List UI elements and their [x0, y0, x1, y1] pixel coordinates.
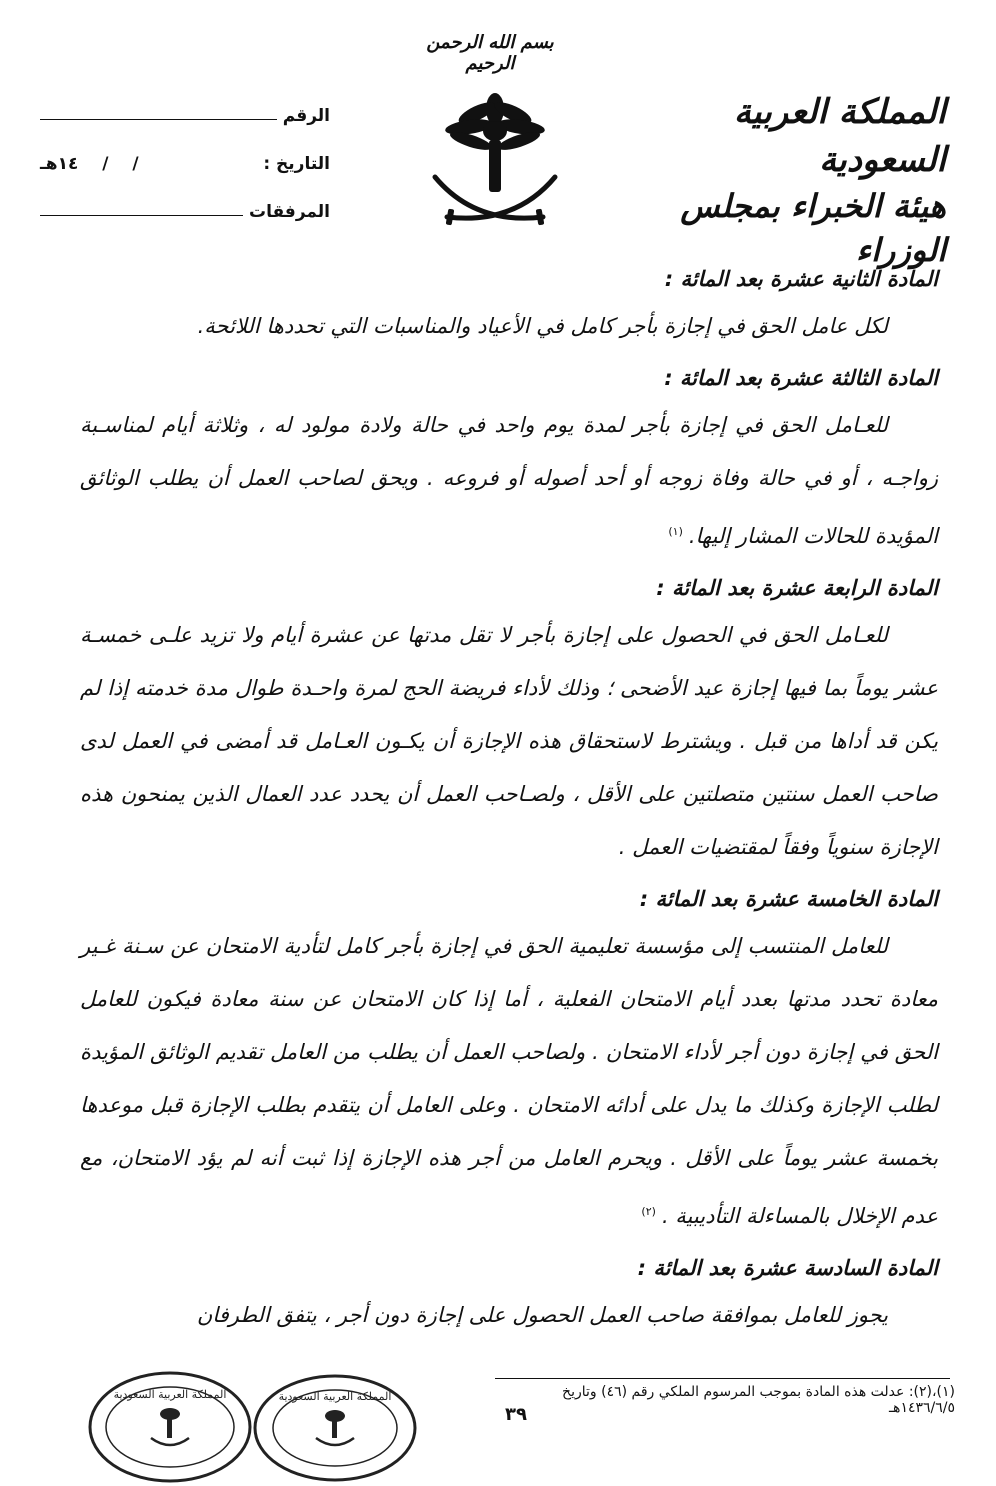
article-text-body: للعـامل الحق في إجازة بأجر لمدة يوم واحد في حالة ولادة مولود له ، وثلاثة أيام لمناسـبة زواجـه ، أو في حالة وفاة زوجه أو أحد أصوله أو فروعه . ويحق لصاحب العمل أن يطلب الوثائق المؤيدة للحالات المشار إليها. — [80, 413, 938, 548]
org-line-2: هيئة الخبراء بمجلس الوزراء — [680, 187, 946, 269]
footnote: (١)،(٢): عدلت هذه المادة بموجب المرسوم الملكي رقم (٤٦) وتاريخ ١٤٣٦/٦/٥هـ — [562, 1384, 955, 1416]
article-text-body: للعامل المنتسب إلى مؤسسة تعليمية الحق في إجازة بأجر كامل لتأدية الامتحان عن سـنة غـير معادة تحدد مدتها بعدد أيام الامتحان الفعلية ، أما إذا كان الامتحان عن سنة معادة فيكون للعامل الحق في إجازة دون أجر لأداء الامتحان . ولصاحب العمل أن يطلب من العامل تقديم الوثائق المؤيدة لطلب الإجازة وكذلك ما يدل على أدائه الامتحان . وعلى العامل أن يتقدم بطلب الإجازة قبل موعدها بخمسة عشر يوماً على الأقل . ويحرم العامل من أجر هذه الإجازة إذا ثبت أنه لم يؤد الامتحان، مع عدم الإخلال بالمساءلة التأديبية . — [80, 934, 938, 1228]
footnote-divider — [495, 1378, 950, 1379]
official-stamp-icon — [85, 1368, 255, 1486]
article-heading: المادة الرابعة عشرة بعد المائة : — [656, 576, 938, 600]
document-meta-fields — [40, 92, 330, 236]
stamp-a-text: المملكة العربية السعودية — [113, 1388, 227, 1401]
attachments-blank-line — [40, 215, 243, 216]
footnote-ref: (١) — [668, 525, 683, 538]
date-value: / / ١٤هـ — [40, 154, 139, 174]
article-text — [80, 399, 938, 563]
attachments-label: المرفقات — [248, 202, 330, 222]
ref-row — [40, 92, 330, 140]
footnote-ref: (٢) — [641, 1205, 656, 1218]
page-number: ٣٩ — [505, 1404, 527, 1425]
date-row — [40, 140, 330, 188]
article-heading: المادة الثالثة عشرة بعد المائة : — [664, 366, 938, 390]
article-text: للعـامل الحق في الحصول على إجازة بأجر لا تقل مدتها عن عشرة أيام ولا تزيد علـى خمسـة عشر يوماً بما فيها إجازة عيد الأضحى ؛ وذلك لأداء فريضة الحج لمرة واحـدة طوال مدة خدمته إذا لم يكن قد أداها من قبل . ويشترط لاستحقاق هذه الإجازة أن يكـون العـامل قد أمضى في العمل لدى صاحب العمل سنتين متصلتين على الأقل ، ولصـاحب العمل أن يحدد عدد العمال الذين يمنحون هذه الإجازة سنوياً وفقاً لمقتضيات العمل . — [80, 623, 938, 859]
org-line-1: المملكة العربية السعودية — [733, 92, 946, 180]
article-text — [80, 920, 938, 1243]
basmala: بسم الله الرحمن الرحيم — [426, 32, 554, 74]
attachments-row — [40, 188, 330, 236]
ref-blank-line — [40, 119, 277, 120]
date-label: التاريخ : — [263, 154, 330, 174]
article-heading: المادة الثانية عشرة بعد المائة : — [664, 267, 938, 291]
ref-label: الرقم — [282, 106, 330, 126]
palm-swords-emblem-icon — [425, 85, 565, 235]
organization-name — [616, 88, 946, 272]
article-text: لكل عامل الحق في إجازة بأجر كامل في الأعياد والمناسبات التي تحددها اللائحة. — [197, 314, 888, 338]
article-text: يجوز للعامل بموافقة صاحب العمل الحصول على إجازة دون أجر ، يتفق الطرفان — [196, 1303, 888, 1327]
document-body — [80, 258, 938, 1346]
stamp-b-text: المملكة العربية السعودية — [278, 1390, 392, 1403]
article-heading: المادة الخامسة عشرة بعد المائة : — [639, 887, 938, 911]
official-stamp-icon — [250, 1372, 420, 1484]
article-heading: المادة السادسة عشرة بعد المائة : — [637, 1256, 938, 1280]
